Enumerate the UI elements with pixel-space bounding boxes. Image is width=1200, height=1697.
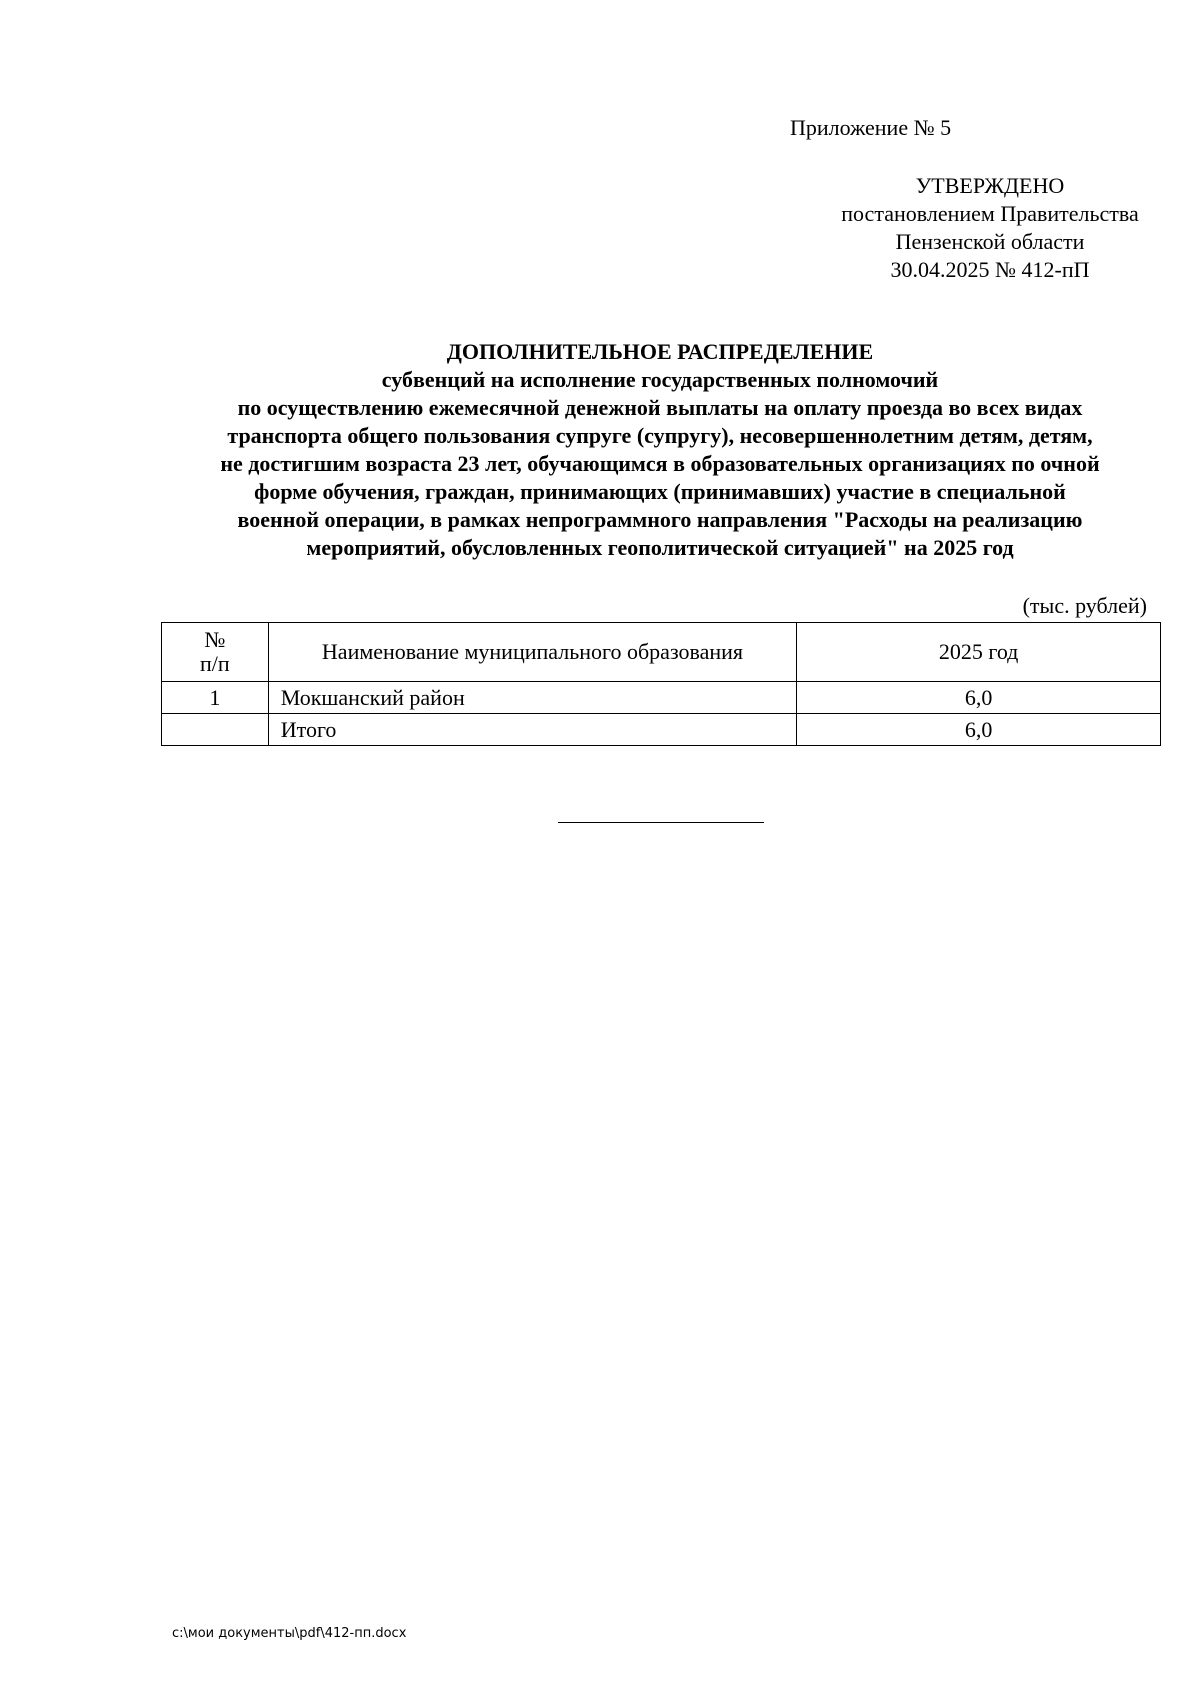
title-line-3: по осуществлению ежемесячной денежной выплаты на оплату проезда во всех видах: [237, 395, 1083, 420]
title-line-1: ДОПОЛНИТЕЛЬНОЕ РАСПРЕДЕЛЕНИЕ: [446, 339, 874, 364]
end-divider: [558, 822, 764, 823]
header-number: [162, 623, 269, 682]
units-label: (тыс. рублей): [1022, 593, 1147, 618]
approved-by-line-2: Пензенской области: [895, 229, 1085, 254]
approved-label: УТВЕРЖДЕНО: [915, 173, 1065, 198]
title-line-4: транспорта общего пользования супруге (супругу), несовершеннолетним детям, детям,: [227, 423, 1093, 448]
table-row-total: [162, 714, 1161, 746]
file-path-footer: c:\мои документы\pdf\412-пп.docx: [172, 1626, 407, 1641]
title-line-8: мероприятий, обусловленных геополитической ситуацией" на 2025 год: [306, 535, 1014, 560]
approval-block: [780, 172, 1200, 284]
row-number: 1: [162, 682, 269, 714]
header-year: 2025 год: [797, 623, 1161, 682]
appendix-label: Приложение № 5: [790, 115, 952, 140]
title-line-7: военной операции, в рамках непрограммного направления "Расходы на реализацию: [237, 507, 1083, 532]
title-line-2: субвенций на исполнение государственных полномочий: [381, 367, 939, 392]
row-municipality: Мокшанский район: [268, 682, 797, 714]
row-value: 6,0: [797, 714, 1161, 746]
decree-number: 30.04.2025 № 412-пП: [890, 257, 1090, 282]
header-number-line-2: п/п: [200, 651, 230, 676]
row-municipality: Итого: [268, 714, 797, 746]
table-row: [162, 682, 1161, 714]
table-header-row: [162, 623, 1161, 682]
header-municipality: Наименование муниципального образования: [268, 623, 797, 682]
row-number: [162, 714, 269, 746]
distribution-table: [161, 622, 1161, 746]
row-value: 6,0: [797, 682, 1161, 714]
header-number-line-1: №: [204, 627, 226, 652]
approved-by-line-1: постановлением Правительства: [841, 201, 1139, 226]
title-line-5: не достигшим возраста 23 лет, обучающимся в образовательных организациях по очной: [220, 451, 1100, 476]
title-line-6: форме обучения, граждан, принимающих (принимавших) участие в специальной: [254, 479, 1066, 504]
document-title: [150, 338, 1170, 562]
